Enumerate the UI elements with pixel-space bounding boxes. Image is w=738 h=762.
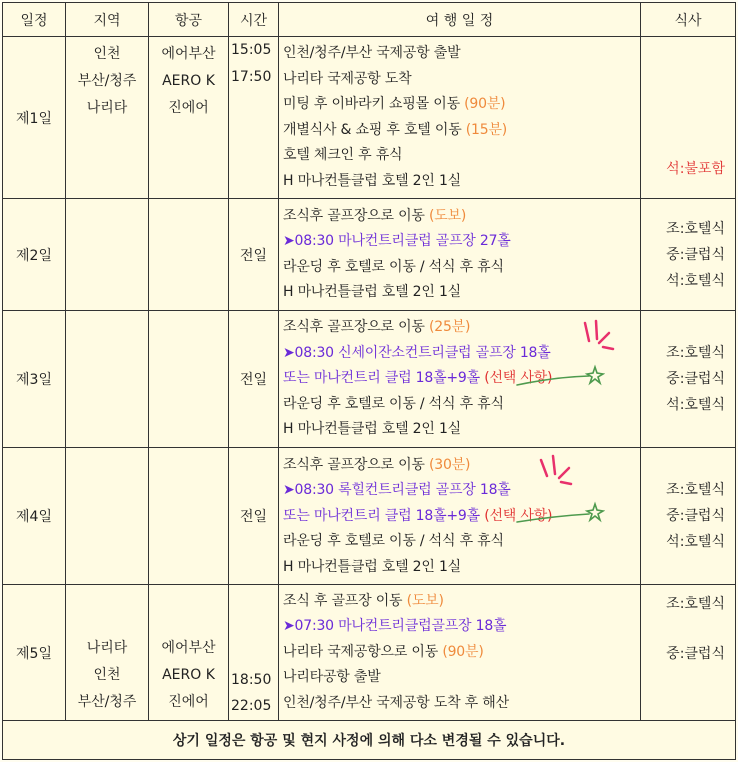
region-cell — [66, 37, 149, 199]
meals-cell — [641, 199, 736, 310]
time-cell: 전일 — [229, 199, 279, 310]
tee-time-line: ➤08:30 마나컨트리클럽 골프장 27홀 — [283, 233, 511, 250]
region-cell — [66, 585, 149, 720]
footer-row — [3, 720, 736, 759]
plan-cell — [279, 310, 641, 447]
day-row-4 — [3, 448, 736, 585]
airline-cell — [149, 585, 229, 720]
meal-line: 조:호텔식 — [666, 482, 725, 499]
plan-line: 라운딩 후 호텔로 이동 / 석식 후 휴식 — [283, 395, 504, 412]
plan-line: H 마나컨틀클럽 호텔 2인 1실 — [283, 421, 461, 438]
plan-line: 나리타 국제공항 도착 — [283, 70, 412, 87]
plan-cell — [279, 448, 641, 585]
airline-line: 에어부산 — [161, 639, 216, 656]
region-line: 인천 — [93, 46, 121, 62]
duration-note: (25분) — [429, 319, 471, 336]
meal-line: 중:클럽식 — [666, 370, 725, 387]
alternative-line: 또는 마나컨트리 클럽 18홀+9홀 (선택 사항) — [283, 507, 553, 524]
airline-line: 진에어 — [168, 693, 209, 710]
header-airline: 항공 — [149, 3, 229, 37]
time-line: 15:05 — [231, 42, 272, 58]
time-cell — [229, 37, 279, 199]
region-line: 인천 — [93, 666, 121, 683]
day-label: 제3일 — [3, 310, 66, 447]
region-line: 나리타 — [86, 639, 128, 656]
plan-line: 인천/청주/부산 국제공항 도착 후 해산 — [283, 694, 509, 711]
plan-line: 조식후 골프장으로 이동 (25분) — [283, 319, 471, 336]
duration-note: (15분) — [465, 121, 508, 138]
meal-line: 석:호텔식 — [666, 272, 725, 289]
airline-cell — [149, 199, 229, 310]
meal-line: 조:호텔식 — [666, 596, 725, 613]
duration-note: (도보) — [406, 592, 444, 609]
meals-cell — [641, 448, 736, 585]
meal-line: 중:클럽식 — [666, 246, 725, 263]
plan-line: 나리타공항 출발 — [283, 669, 381, 686]
airline-line: AERO K — [162, 666, 215, 683]
header-schedule: 일정 — [3, 3, 66, 37]
alternative-line: 또는 마나컨트리 클럽 18홀+9홀 (선택 사항) — [283, 370, 553, 387]
airline-cell — [149, 310, 229, 447]
day-label: 제5일 — [3, 585, 66, 720]
duration-note: (90분) — [464, 96, 506, 113]
meal-line: 조:호텔식 — [666, 344, 725, 361]
time-cell: 전일 — [229, 310, 279, 447]
plan-line: 미팅 후 이바라키 쇼핑몰 이동 (90분) — [283, 96, 506, 113]
plan-cell — [279, 585, 641, 720]
day-row-1 — [3, 37, 736, 199]
region-cell — [66, 448, 149, 585]
day-label: 제1일 — [3, 37, 66, 199]
plan-cell — [279, 37, 641, 199]
day-row-2 — [3, 199, 736, 310]
meal-line: 중:클럽식 — [666, 646, 725, 663]
duration-note: (도보) — [429, 207, 467, 224]
header-region: 지역 — [66, 3, 149, 37]
plan-line: 조식후 골프장으로 이동 (도보) — [283, 207, 467, 224]
header-row — [3, 3, 736, 37]
duration-note: (30분) — [429, 456, 471, 473]
plan-line: 개별식사 & 쇼핑 후 호텔 이동 (15분) — [283, 121, 508, 138]
header-itinerary: 여 행 일 정 — [279, 3, 641, 37]
disclaimer-text: 상기 일정은 항공 및 현지 사정에 의해 다소 변경될 수 있습니다. — [3, 720, 736, 759]
airline-line: 에어부산 — [161, 46, 216, 62]
meal-line: 중:클럽식 — [666, 508, 725, 525]
time-line: 17:50 — [231, 68, 272, 85]
option-note: (선택 사항) — [484, 370, 553, 387]
plan-line: 호텔 체크인 후 휴식 — [283, 147, 403, 164]
header-meals: 식사 — [641, 3, 736, 37]
plan-line: H 마나컨틀클럽 호텔 2인 1실 — [283, 172, 461, 189]
meals-cell — [641, 310, 736, 447]
itinerary-table — [2, 2, 736, 760]
option-note: (선택 사항) — [484, 507, 553, 524]
region-line: 부산/청주 — [77, 693, 137, 710]
region-line: 부산/청주 — [77, 73, 137, 89]
plan-line: 라운딩 후 호텔로 이동 / 석식 후 휴식 — [283, 533, 504, 550]
header-time: 시간 — [229, 3, 279, 37]
airline-line: 진에어 — [168, 100, 209, 116]
day-row-3 — [3, 310, 736, 447]
plan-cell — [279, 199, 641, 310]
meal-line: 석:불포함 — [666, 161, 725, 178]
time-cell — [229, 585, 279, 720]
meal-line: 석:호텔식 — [666, 396, 725, 413]
meals-cell — [641, 37, 736, 199]
duration-note: (90분) — [442, 643, 484, 660]
plan-line: H 마나컨틀클럽 호텔 2인 1실 — [283, 558, 461, 575]
region-line: 나리타 — [86, 100, 128, 116]
time-line: 18:50 — [231, 671, 272, 688]
day-label: 제4일 — [3, 448, 66, 585]
meal-line: 조:호텔식 — [666, 220, 725, 237]
time-cell: 전일 — [229, 448, 279, 585]
plan-line: H 마나컨틀클럽 호텔 2인 1실 — [283, 284, 461, 301]
tee-time-line: ➤08:30 록힐컨트리클럽 골프장 18홀 — [283, 482, 511, 499]
time-line: 22:05 — [231, 698, 272, 715]
day-label: 제2일 — [3, 199, 66, 310]
plan-line: 나리타 국제공항으로 이동 (90분) — [283, 643, 484, 660]
plan-line: 조식 후 골프장 이동 (도보) — [283, 592, 444, 609]
region-cell — [66, 310, 149, 447]
airline-cell — [149, 448, 229, 585]
day-row-5 — [3, 585, 736, 720]
plan-line: 라운딩 후 호텔로 이동 / 석식 후 휴식 — [283, 258, 504, 275]
region-cell — [66, 199, 149, 310]
tee-time-line: ➤08:30 신세이잔소컨트리클럽 골프장 18홀 — [283, 344, 551, 361]
tee-time-line: ➤07:30 마나컨트리클럽골프장 18홀 — [283, 618, 507, 635]
plan-line: 인천/청주/부산 국제공항 출발 — [283, 45, 461, 62]
airline-line: AERO K — [162, 73, 215, 89]
meal-line: 석:호텔식 — [666, 534, 725, 551]
airline-cell — [149, 37, 229, 199]
plan-line: 조식후 골프장으로 이동 (30분) — [283, 456, 471, 473]
meals-cell — [641, 585, 736, 720]
